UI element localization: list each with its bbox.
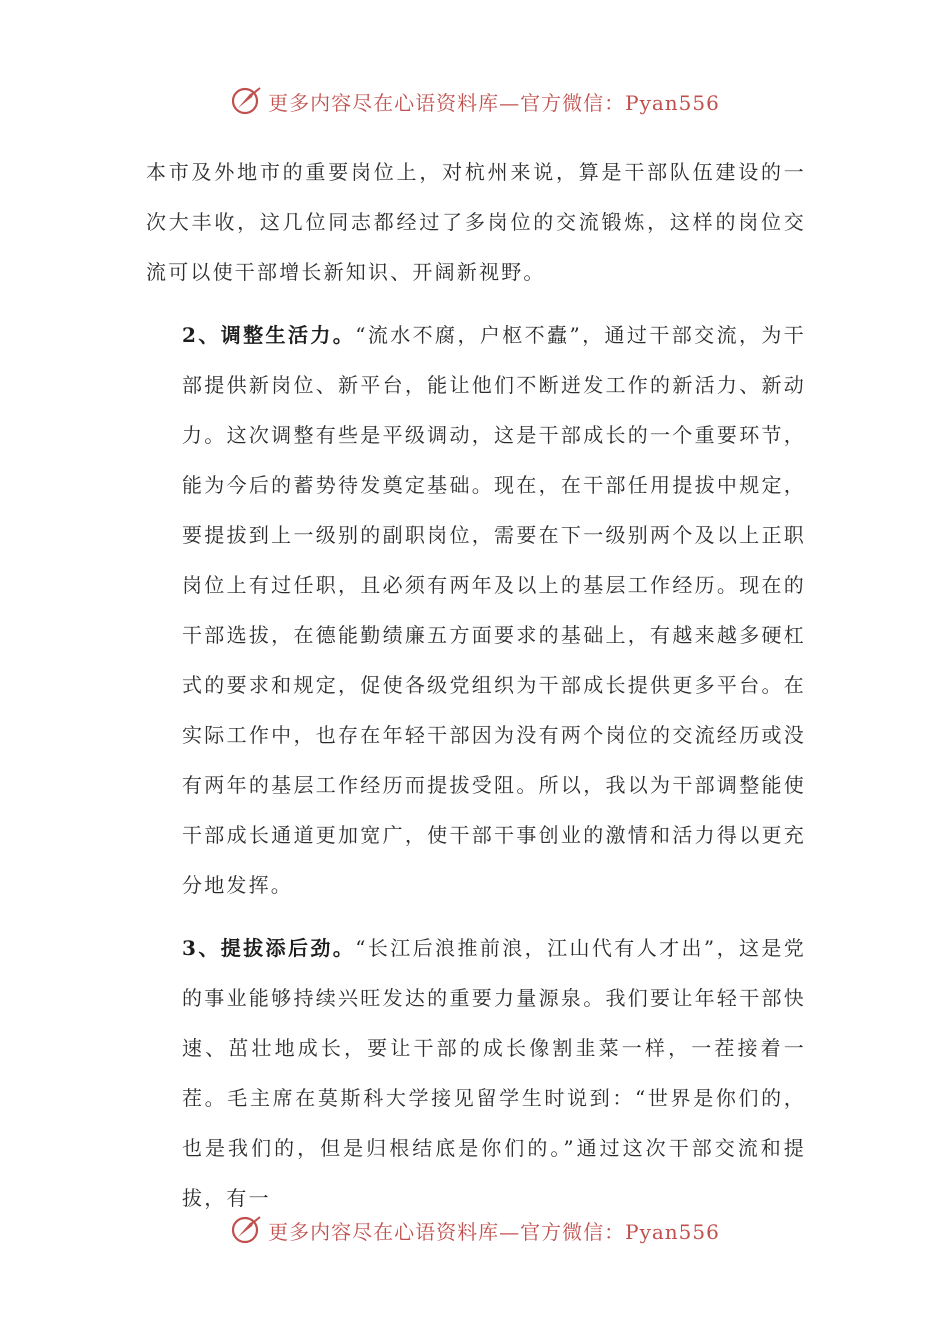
paragraph-2-text: “流水不腐，户枢不蠹”，通过干部交流，为干部提供新岗位、新平台，能让他们不断迸发工作的新活力、新动力。这次调整有些是平级调动，这是干部成长的一个重要环节，能为今后的蓄势待发奠定基础。现在，在干部任用提拔中规定，要提拔到上一级别的副职岗位，需要在下一级别两个及以上正职岗位上有过任职，且必须有两年及以上的基层工作经历。现在的干部选拔，在德能勤绩廉五方面要求的基础上，有越来越多硬杠式的要求和规定，促使各级党组织为干部成长提供更多平台。在实际工作中，也存在年轻干部因为没有两个岗位的交流经历或没有两年的基层工作经历而提拔受阻。所以，我以为干部调整能使干部成长通道更加宽广，使干部干事创业的激情和活力得以更充分地发挥。 (182, 323, 806, 897)
paragraph-3 (146, 923, 806, 1223)
document-body (146, 147, 806, 1223)
paragraph-2-heading: 2、调整生活力。 (182, 323, 356, 347)
paragraph-2 (146, 310, 806, 910)
paragraph-3-heading: 3、提拔添后劲。 (182, 936, 356, 960)
pen-circle-icon (230, 84, 264, 118)
paragraph-3-text: “长江后浪推前浪，江山代有人才出”，这是党的事业能够持续兴旺发达的重要力量源泉。我们要让年轻干部快速、茁壮地成长，要让干部的成长像割韭菜一样，一茬接着一茬。毛主席在莫斯科大学接见留学生时说到：“世界是你们的，也是我们的，但是归根结底是你们的。”通过这次干部交流和提拔，有一 (182, 936, 806, 1210)
pen-circle-icon (230, 1213, 264, 1247)
paragraph-1 (146, 147, 806, 297)
header-banner (0, 84, 950, 118)
banner-text: 更多内容尽在心语资料库—官方微信：Pyan556 (268, 90, 720, 115)
banner-text: 更多内容尽在心语资料库—官方微信：Pyan556 (268, 1219, 720, 1244)
footer-banner (0, 1213, 950, 1247)
paragraph-1-text: 本市及外地市的重要岗位上，对杭州来说，算是干部队伍建设的一次大丰收，这几位同志都经过了多岗位的交流锻炼，这样的岗位交流可以使干部增长新知识、开阔新视野。 (146, 160, 806, 284)
